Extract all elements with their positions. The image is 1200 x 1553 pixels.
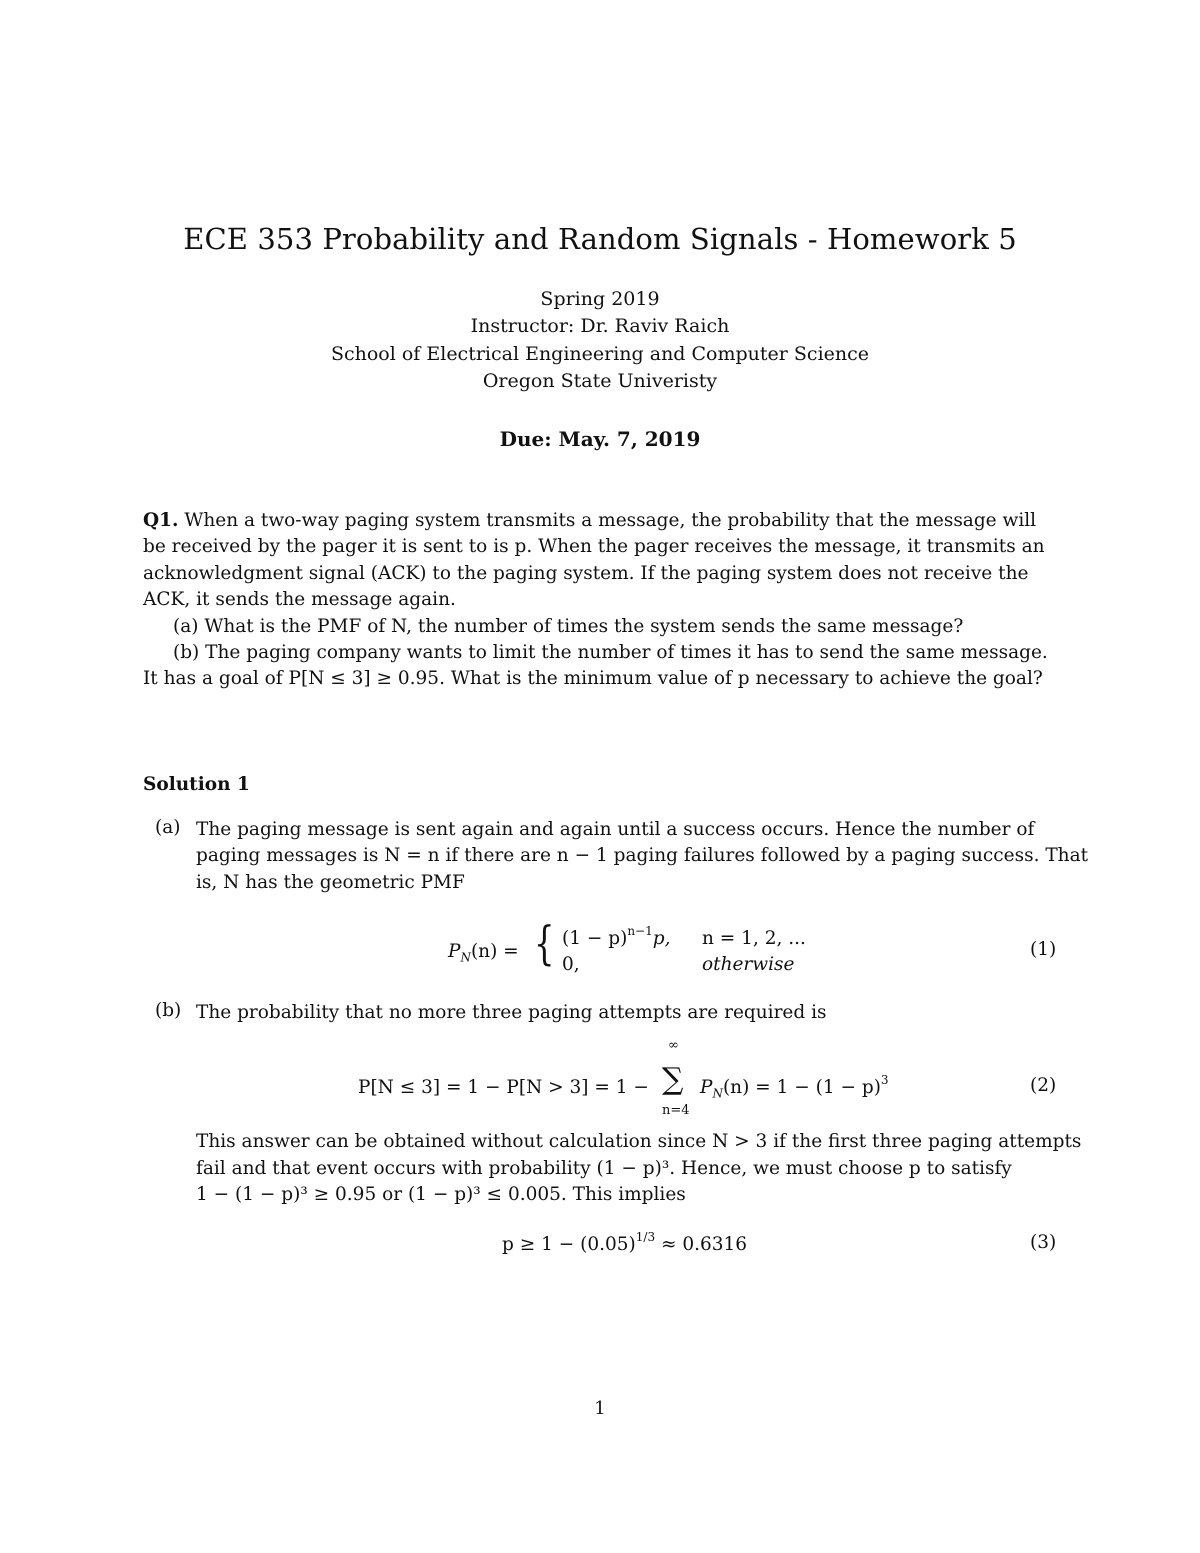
question-line-3: acknowledgment signal (ACK) to the paging system. If the paging system does not receive the xyxy=(143,563,1029,584)
eq1-brace: { xyxy=(534,916,555,970)
eq2-right: $P_N(n) = 1 - (1 - p)^3$ xyxy=(700,1072,889,1101)
solution-b-line-2: fail and that event occurs with probability (1 − p)³. Hence, we must choose p to satisfy xyxy=(196,1158,1012,1179)
eq1-case-1: $(1 - p)^{n-1}p$, xyxy=(562,923,671,949)
eq1-case-2-condition: otherwise xyxy=(702,954,795,975)
eq3: $p \ge 1 - (0.05)^{1/3} \approx 0.6316$ xyxy=(502,1229,748,1255)
solution-a-line-2: paging messages is N = n if there are n − 1 paging failures followed by a paging success. That xyxy=(196,845,1089,866)
solution-a-line-3: is, N has the geometric PMF xyxy=(196,872,465,893)
eq3-number: (3) xyxy=(1030,1232,1057,1253)
eq1-lhs: $P_N(n)$ = xyxy=(448,941,519,965)
eq2-number: (2) xyxy=(1030,1075,1057,1096)
eq1-case-1-condition: n = 1, 2, ... xyxy=(702,928,806,949)
page-number: 1 xyxy=(594,1398,606,1419)
question-part-b: (b) The paging company wants to limit the number of times it has to send the same message. xyxy=(173,642,1048,663)
solution-part-a-label: (a) xyxy=(155,817,181,838)
eq1-number: (1) xyxy=(1030,939,1057,960)
term: Spring 2019 xyxy=(540,288,660,310)
university: Oregon State Univeristy xyxy=(482,370,718,392)
question-part-a: (a) What is the PMF of N, the number of times the system sends the same message? xyxy=(173,616,964,637)
solution-b-line-3: 1 − (1 − p)³ ≥ 0.95 or (1 − p)³ ≤ 0.005. This implies xyxy=(196,1184,686,1205)
solution-b-intro: The probability that no more three paging attempts are required is xyxy=(196,1002,827,1023)
instructor: Instructor: Dr. Raviv Raich xyxy=(470,315,730,337)
solution-a-line-1: The paging message is sent again and again until a success occurs. Hence the number of xyxy=(196,819,1035,840)
solution-heading: Solution 1 xyxy=(143,774,250,795)
eq2-sum-upper-limit: ∞ xyxy=(668,1038,679,1053)
solution-part-b-label: (b) xyxy=(155,1000,182,1021)
question-part-b-cont: It has a goal of P[N ≤ 3] ≥ 0.95. What is the minimum value of p necessary to achieve the goal? xyxy=(143,668,1043,689)
eq1-case-2: 0, xyxy=(562,954,580,975)
question-label: Q1. xyxy=(143,510,179,531)
solution-b-line-1: This answer can be obtained without calculation since N > 3 if the first three paging attempts xyxy=(196,1131,1082,1152)
school: School of Electrical Engineering and Computer Science xyxy=(330,343,870,365)
eq2-sum-lower-limit: n=4 xyxy=(662,1103,690,1118)
question-line-4: ACK, it sends the message again. xyxy=(143,589,456,610)
due-date: Due: May. 7, 2019 xyxy=(499,427,701,451)
document-title: ECE 353 Probability and Random Signals - Homework 5 xyxy=(183,222,1017,256)
eq2-sum-symbol: ∑ xyxy=(662,1062,684,1097)
eq2-left: P[N ≤ 3] = 1 − P[N > 3] = 1 − xyxy=(358,1077,649,1098)
question-line-2: be received by the pager it is sent to is p. When the pager receives the message, it transmits an xyxy=(143,536,1045,557)
question-line-1: Q1. When a two-way paging system transmits a message, the probability that the message will xyxy=(143,510,1037,531)
